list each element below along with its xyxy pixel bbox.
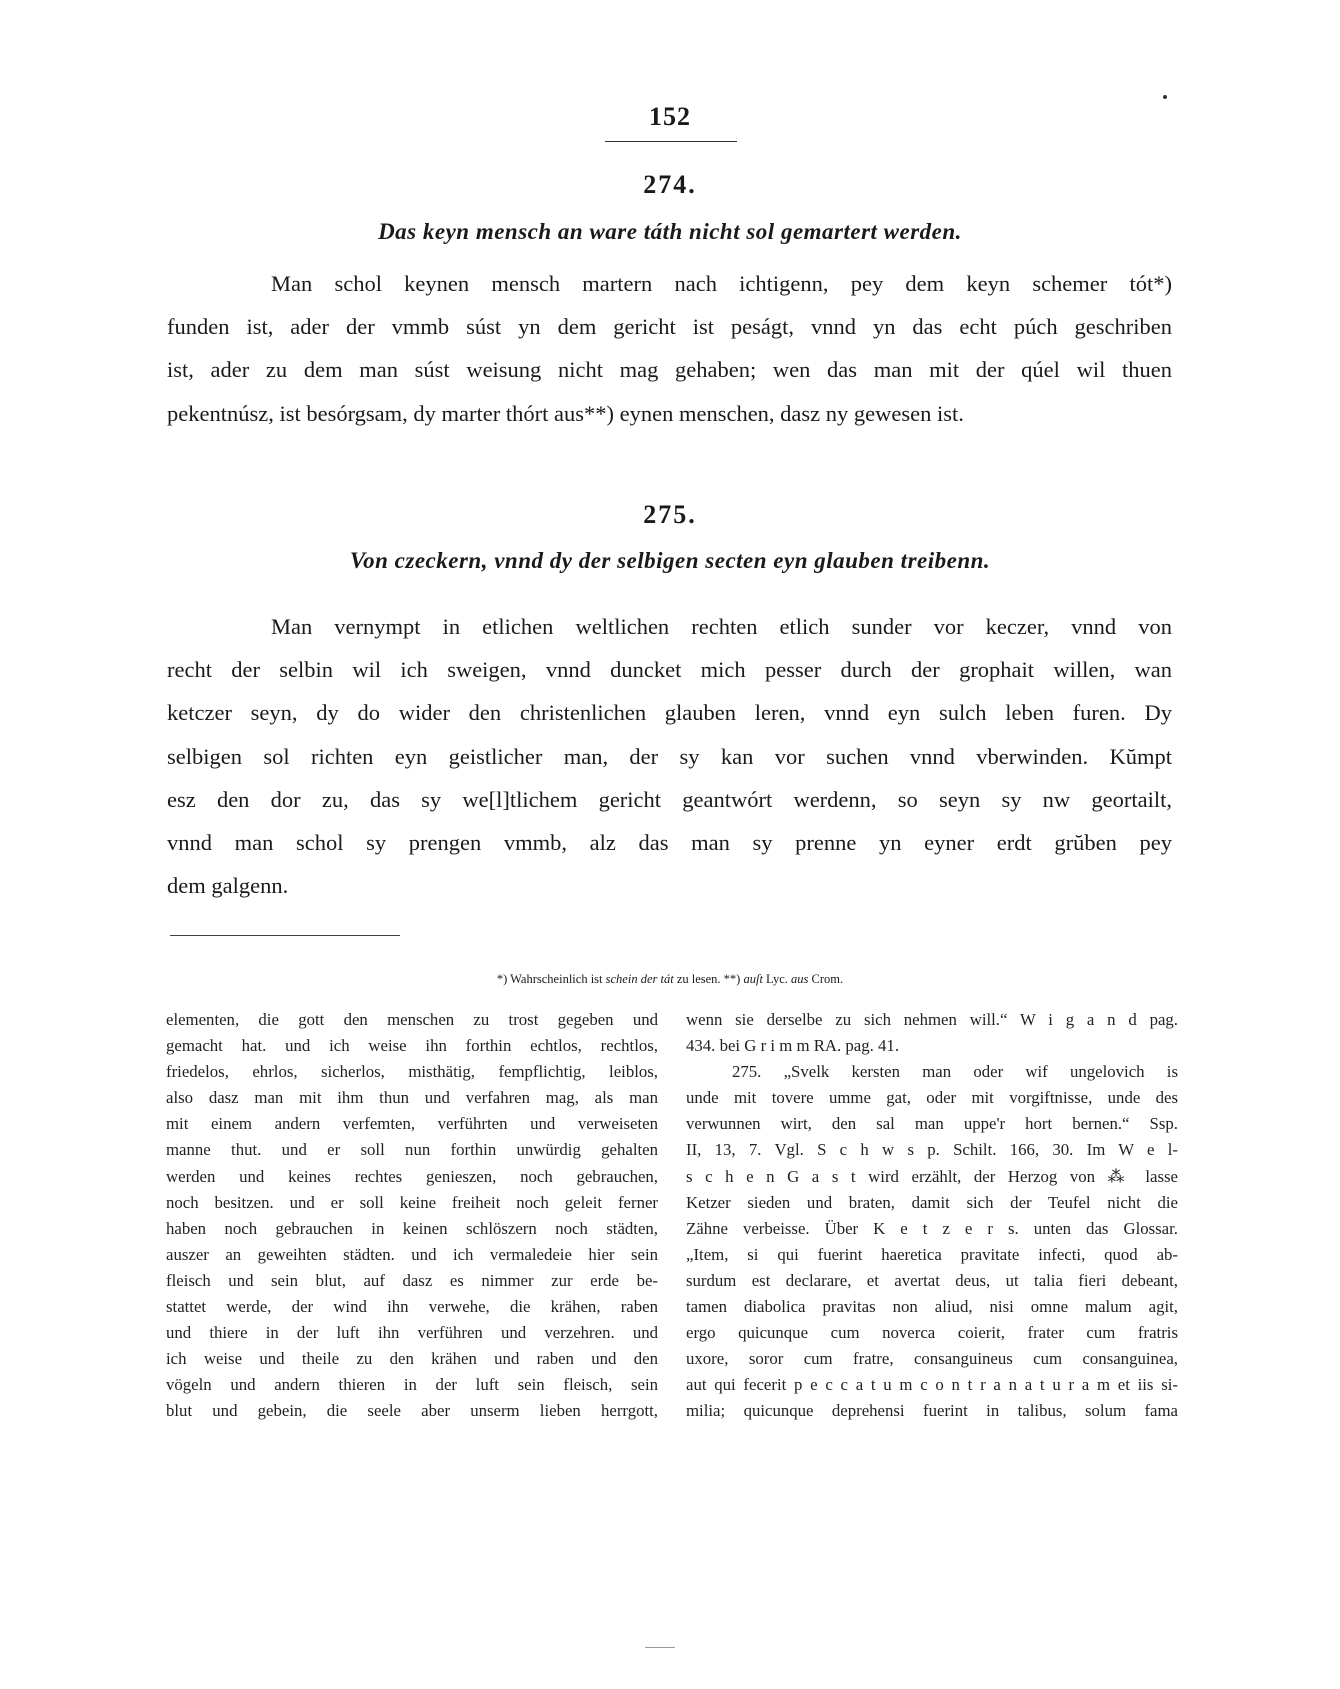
- body-line: vnnd man schol sy prengen vmmb, alz das man sy prenne yn eyner erdt grŭben pey: [167, 830, 1172, 856]
- body-line: esz den dor zu, das sy we[l]tlichem gericht geantwórt werdenn, so seyn sy nw geortailt,: [167, 786, 1172, 812]
- note-line: auszer an geweihten städten. und ich vermaledeie hier sein: [166, 1244, 658, 1264]
- note-line: II, 13, 7. Vgl. S c h w s p. Schilt. 166, 30. Im W e l-: [686, 1140, 1178, 1160]
- note-line: blut und gebein, die seele aber unserm lieben herrgott,: [166, 1401, 658, 1421]
- footnote-text: zu lesen. **): [676, 972, 741, 986]
- note-line: wenn sie derselbe zu sich nehmen will.“ W i g a n d pag.: [686, 1010, 1178, 1029]
- note-line: 434. bei G r i m m RA. pag. 41.: [686, 1036, 900, 1056]
- note-line: vögeln und andern thieren in der luft sein fleisch, sein: [166, 1375, 658, 1395]
- note-line: s c h e n G a s t wird erzählt, der Herzog von ⁂ lasse: [686, 1166, 1178, 1186]
- body-line: funden ist, ader der vmmb súst yn dem gericht ist peságt, vnnd yn das echt púch geschriben: [167, 314, 1172, 340]
- footnote-italic: aus: [791, 972, 809, 986]
- page-number-rule: [605, 141, 737, 142]
- note-line: manne thut. und er soll nun forthin unwürdig gehalten: [166, 1140, 658, 1160]
- body-line: Man vernympt in etlichen weltlichen rechten etlich sunder vor keczer, vnnd von: [271, 614, 1172, 639]
- notes-right-column: [686, 1007, 1178, 1425]
- body-line: ketczer seyn, dy do wider den christenlichen glauben leren, vnnd eyn sulch leben furen. Dy: [167, 700, 1172, 726]
- section-body: [167, 262, 1172, 435]
- footnote-italic: auſt: [743, 972, 763, 986]
- note-line: ich weise und theile zu den krähen und raben und den: [166, 1349, 658, 1369]
- section-title: Das keyn mensch an ware táth nicht sol gemartert werden.: [378, 219, 962, 244]
- note-line: haben noch gebrauchen in keinen schlöszern noch städten,: [166, 1218, 658, 1238]
- section-body: [167, 605, 1172, 907]
- note-line: mit einem andern verfemten, verführten und verweiseten: [166, 1114, 658, 1134]
- note-line: milia; quicunque deprehensi fuerint in talibus, solum fama: [686, 1401, 1178, 1421]
- note-line: aut qui fecerit p e c c a t u m c o n t r a n a t u r a m et iis si-: [686, 1375, 1178, 1395]
- note-line: unde mit tovere umme gat, oder mit vorgiftnisse, unde des: [686, 1088, 1178, 1108]
- note-line: fleisch und sein blut, auf dasz es nimmer zur erde be-: [166, 1270, 658, 1290]
- note-line: „Item, si qui fuerint haeretica pravitate infecti, quod ab-: [686, 1244, 1178, 1264]
- footnote-text: Lyc.: [766, 972, 788, 986]
- body-line: selbigen sol richten eyn geistlicher man, der sy kan vor suchen vnnd vberwinden. Kŭmpt: [167, 743, 1172, 769]
- page-number: 152: [649, 102, 691, 131]
- note-line: werden und keines rechtes genieszen, noch gebrauchen,: [166, 1166, 658, 1186]
- section-number: 275.: [643, 500, 697, 529]
- note-line: Zähne verbeisse. Über K e t z e r s. unten das Glossar.: [686, 1218, 1178, 1238]
- footnote-text: Crom.: [811, 972, 844, 986]
- section-title: Von czeckern, vnnd dy der selbigen secten eyn glauben treibenn.: [349, 548, 991, 573]
- body-line: recht der selbin wil ich sweigen, vnnd duncket mich pesser durch der grophait willen, wan: [167, 657, 1172, 683]
- note-line: stattet werde, der wind ihn verwehe, die krähen, raben: [166, 1297, 658, 1317]
- note-line: tamen diabolica pravitas non aliud, nisi omne malum agit,: [686, 1297, 1178, 1317]
- note-line: surdum est declarare, et avertat deus, ut talia fieri debeant,: [686, 1270, 1178, 1290]
- bottom-mark: [645, 1647, 675, 1648]
- section-number: 274.: [643, 170, 697, 199]
- body-line: Man schol keynen mensch martern nach ichtigenn, pey dem keyn schemer tót*): [271, 271, 1172, 296]
- footnote-rule: [170, 935, 400, 936]
- footnote: [0, 972, 1340, 987]
- note-line: gemacht hat. und ich weise ihn forthin echtlos, rechtlos,: [166, 1036, 658, 1056]
- stray-dot-mark: [1163, 95, 1167, 99]
- note-line: uxore, soror cum fratre, consanguineus cum consanguinea,: [686, 1349, 1178, 1369]
- footnote-text: *) Wahrscheinlich ist: [496, 972, 603, 986]
- footnote-italic: schein der tát: [605, 972, 674, 986]
- note-line: also dasz man mit ihm thun und verfahren mag, als man: [166, 1088, 658, 1108]
- note-line: Ketzer sieden und braten, damit sich der Teufel nicht die: [686, 1192, 1178, 1212]
- note-line: verwunnen wirt, den sal man uppe'r hort bernen.“ Ssp.: [686, 1114, 1178, 1134]
- note-line: 275. „Svelk kersten man oder wif ungelovich is: [732, 1062, 1178, 1082]
- note-line: friedelos, ehrlos, sicherlos, misthätig, fempflichtig, leiblos,: [166, 1062, 658, 1082]
- body-line: ist, ader zu dem man súst weisung nicht mag gehaben; wen das man mit der qúel wil thuen: [167, 357, 1172, 383]
- body-line: dem galgenn.: [167, 873, 289, 899]
- notes-left-column: [166, 1007, 658, 1425]
- note-line: und thiere in der luft ihn verführen und verzehren. und: [166, 1323, 658, 1343]
- note-line: noch besitzen. und er soll keine freiheit noch geleit ferner: [166, 1192, 658, 1212]
- note-line: ergo quicunque cum noverca coierit, frater cum fratris: [686, 1323, 1178, 1343]
- body-line: pekentnúsz, ist besórgsam, dy marter thórt aus**) eynen menschen, dasz ny gewesen ist.: [167, 400, 964, 426]
- note-line: elementen, die gott den menschen zu trost gegeben und: [166, 1010, 658, 1029]
